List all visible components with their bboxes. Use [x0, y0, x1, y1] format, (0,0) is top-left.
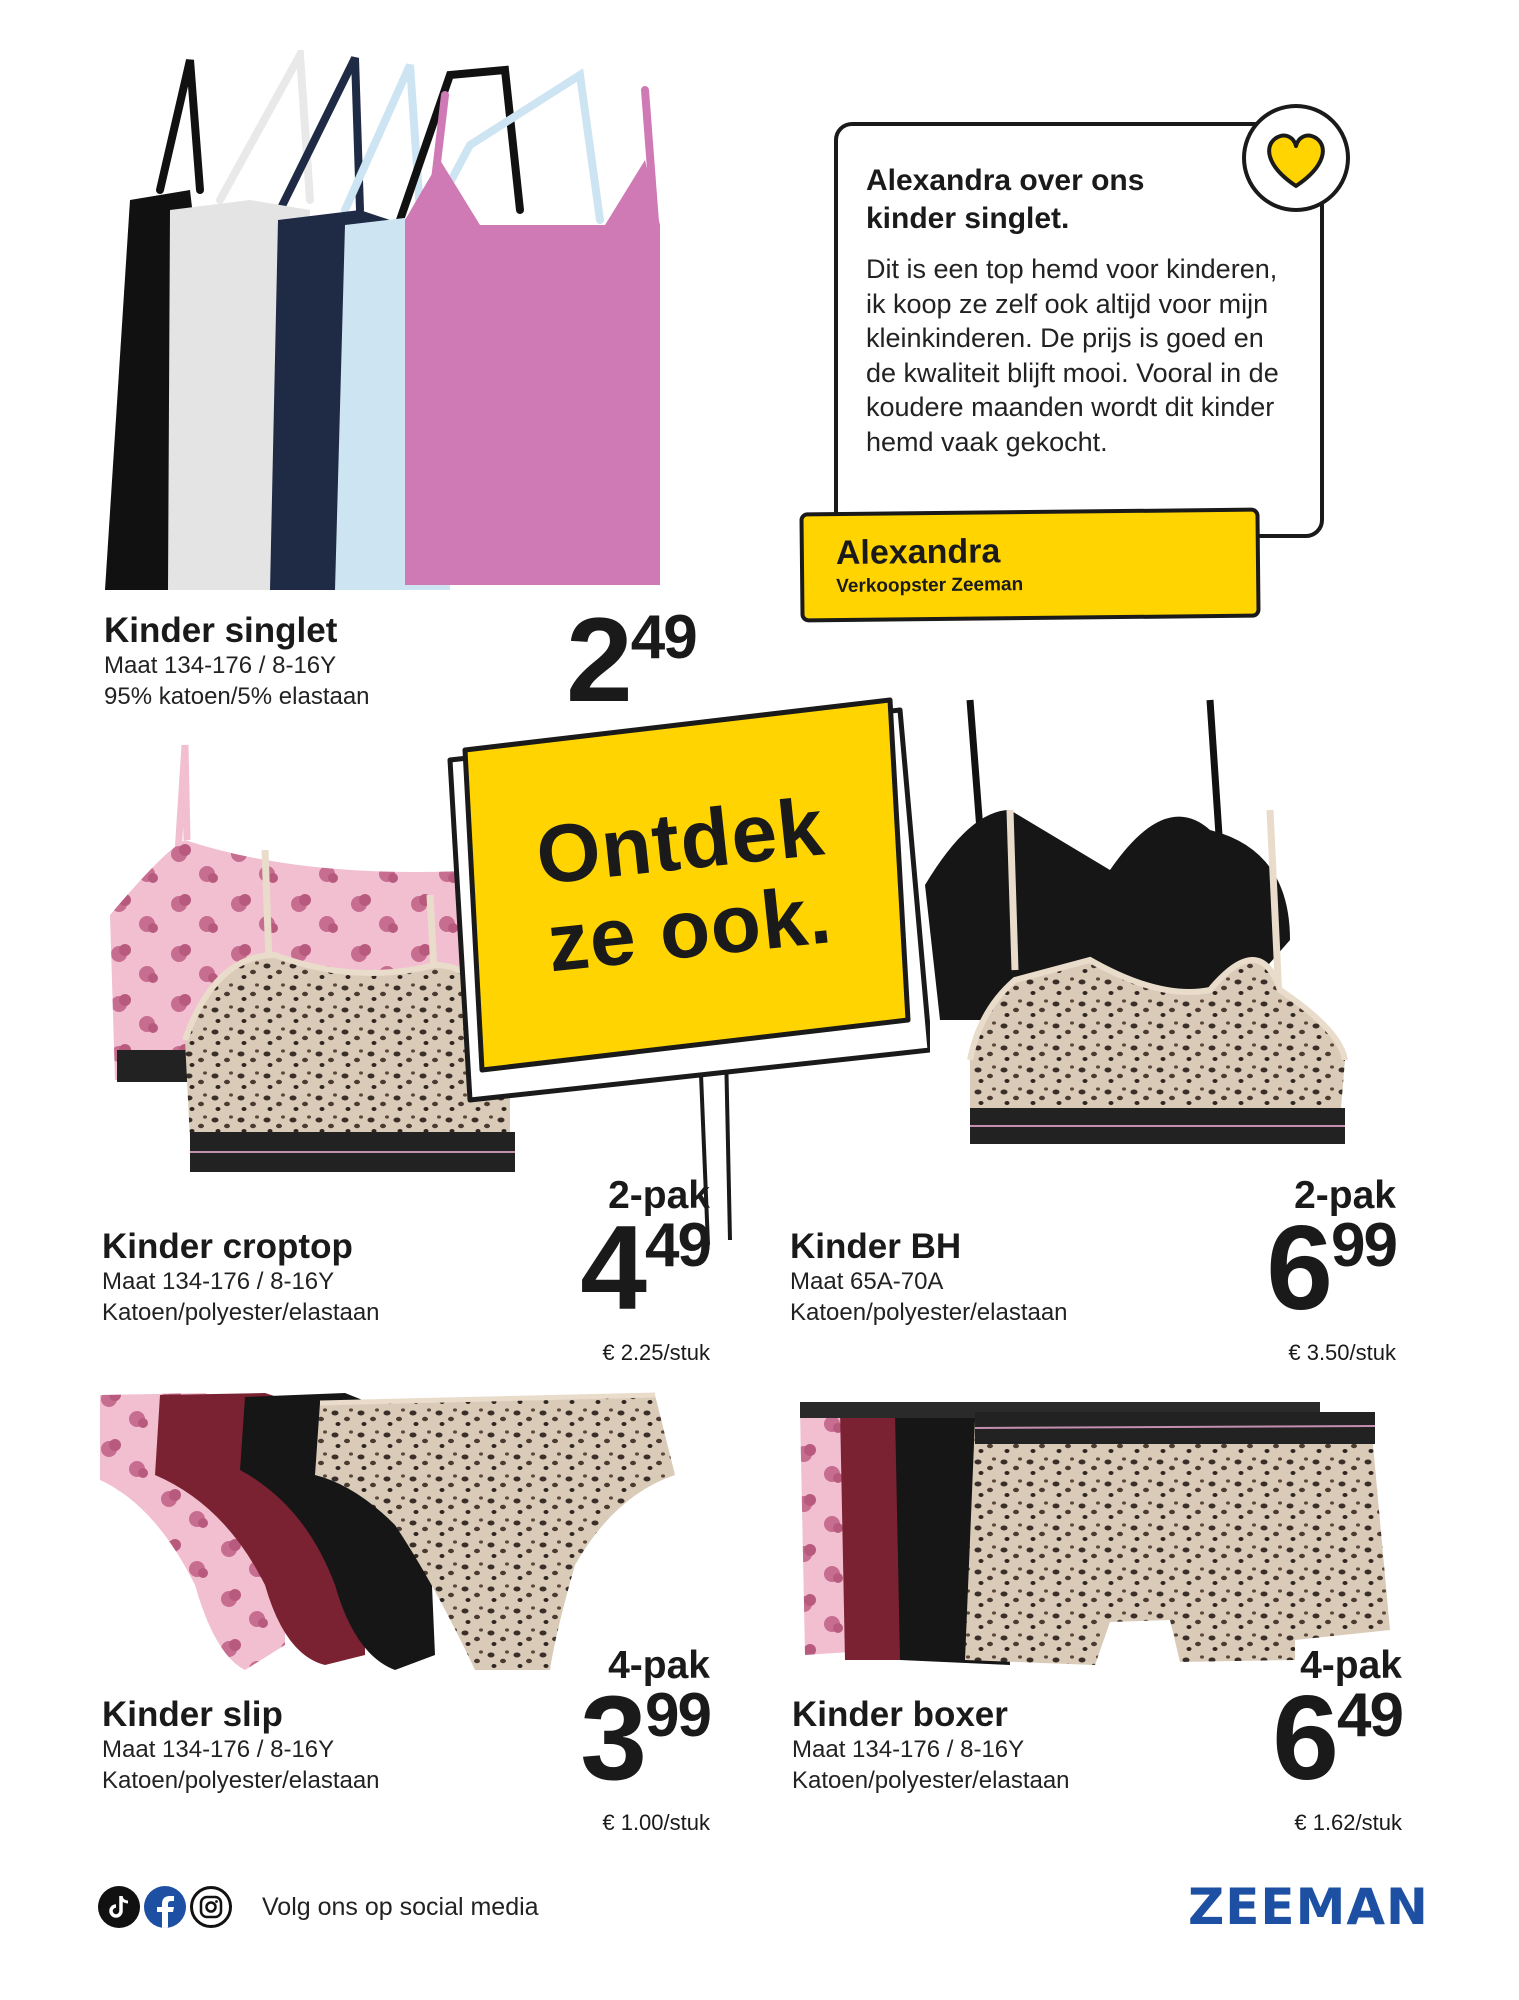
- product-size: Maat 134-176 / 8-16Y: [102, 1736, 335, 1763]
- pack-label: 4-pak: [608, 1644, 710, 1687]
- price-block-croptop: [540, 1176, 710, 1366]
- per-unit-price: € 2.25/stuk: [602, 1340, 710, 1365]
- sign-line-2: ze ook.: [543, 869, 836, 990]
- price-main: 2: [566, 593, 629, 727]
- facebook-icon[interactable]: [144, 1886, 186, 1928]
- per-unit-price: € 1.62/stuk: [1294, 1810, 1402, 1835]
- price-cents: 99: [1331, 1211, 1396, 1280]
- product-material: Katoen/polyester/elastaan: [792, 1767, 1070, 1794]
- price: [540, 1671, 710, 1805]
- singlet-image: [100, 50, 760, 595]
- pack-label: 4-pak: [1300, 1644, 1402, 1687]
- per-unit-price: € 1.00/stuk: [602, 1810, 710, 1835]
- testimonial-body: Dit is een top hemd voor kinderen, ik koop ze zelf ook altijd voor mijn kleinkinderen. De prijs is goed en de kwaliteit blijft mooi. Vooral in de koudere maanden wordt dit kinder hemd vaak gekocht.: [866, 254, 1279, 457]
- boxer-image: [790, 1390, 1410, 1675]
- price-cents: 49: [630, 603, 696, 672]
- product-bh: [790, 1228, 1210, 1328]
- price: [1226, 1201, 1396, 1335]
- product-material: Katoen/polyester/elastaan: [102, 1767, 380, 1794]
- product-material: Katoen/polyester/elastaan: [102, 1299, 380, 1326]
- testimonial-heading: Alexandra over ons kinder singlet.: [866, 164, 1145, 235]
- price: [540, 1201, 710, 1335]
- product-size: Maat 134-176 / 8-16Y: [104, 652, 337, 679]
- product-title: Kinder BH: [790, 1227, 962, 1266]
- social-icons: [98, 1886, 232, 1930]
- per-unit-price: € 3.50/stuk: [1288, 1340, 1396, 1365]
- price-block-bh: [1226, 1176, 1396, 1366]
- product-size: Maat 134-176 / 8-16Y: [792, 1736, 1025, 1763]
- instagram-icon[interactable]: [190, 1886, 232, 1928]
- price-cents: 49: [1337, 1681, 1402, 1750]
- testimonial-name: Alexandra: [835, 532, 1001, 573]
- social-text[interactable]: Volg ons op social media: [262, 1893, 539, 1921]
- zeeman-logo[interactable]: ZEEMAN: [1188, 1878, 1429, 1936]
- bh-image: [920, 690, 1360, 1150]
- product-slip: [102, 1696, 522, 1796]
- price-main: 4: [580, 1201, 644, 1335]
- price-main: 6: [1272, 1671, 1336, 1805]
- price-cents: 49: [645, 1211, 710, 1280]
- product-title: Kinder singlet: [104, 611, 338, 650]
- product-material: Katoen/polyester/elastaan: [790, 1299, 1068, 1326]
- heart-badge: [1242, 104, 1350, 212]
- product-croptop: [102, 1228, 522, 1328]
- product-material: 95% katoen/5% elastaan: [104, 683, 370, 710]
- sign-line-1: Ontdek: [532, 781, 829, 903]
- pack-label: 2-pak: [1294, 1174, 1396, 1217]
- testimonial-name-badge: [799, 508, 1260, 623]
- heart-icon: [1246, 108, 1346, 208]
- product-title: Kinder slip: [102, 1695, 283, 1734]
- testimonial-role: Verkoopster Zeeman: [836, 574, 1024, 598]
- price-cents: 99: [645, 1681, 710, 1750]
- price-main: 3: [580, 1671, 644, 1805]
- slip-image: [95, 1385, 675, 1675]
- product-size: Maat 134-176 / 8-16Y: [102, 1268, 335, 1295]
- price-main: 6: [1266, 1201, 1330, 1335]
- price-block-slip: [540, 1646, 710, 1836]
- product-boxer: [792, 1696, 1212, 1796]
- product-title: Kinder croptop: [102, 1227, 353, 1266]
- price: [1232, 1671, 1402, 1805]
- product-size: Maat 65A-70A: [790, 1268, 944, 1295]
- discover-sign: [430, 690, 930, 1250]
- price-block-boxer: [1232, 1646, 1402, 1836]
- product-title: Kinder boxer: [792, 1695, 1008, 1734]
- tiktok-icon[interactable]: [98, 1886, 140, 1928]
- pack-label: 2-pak: [608, 1174, 710, 1217]
